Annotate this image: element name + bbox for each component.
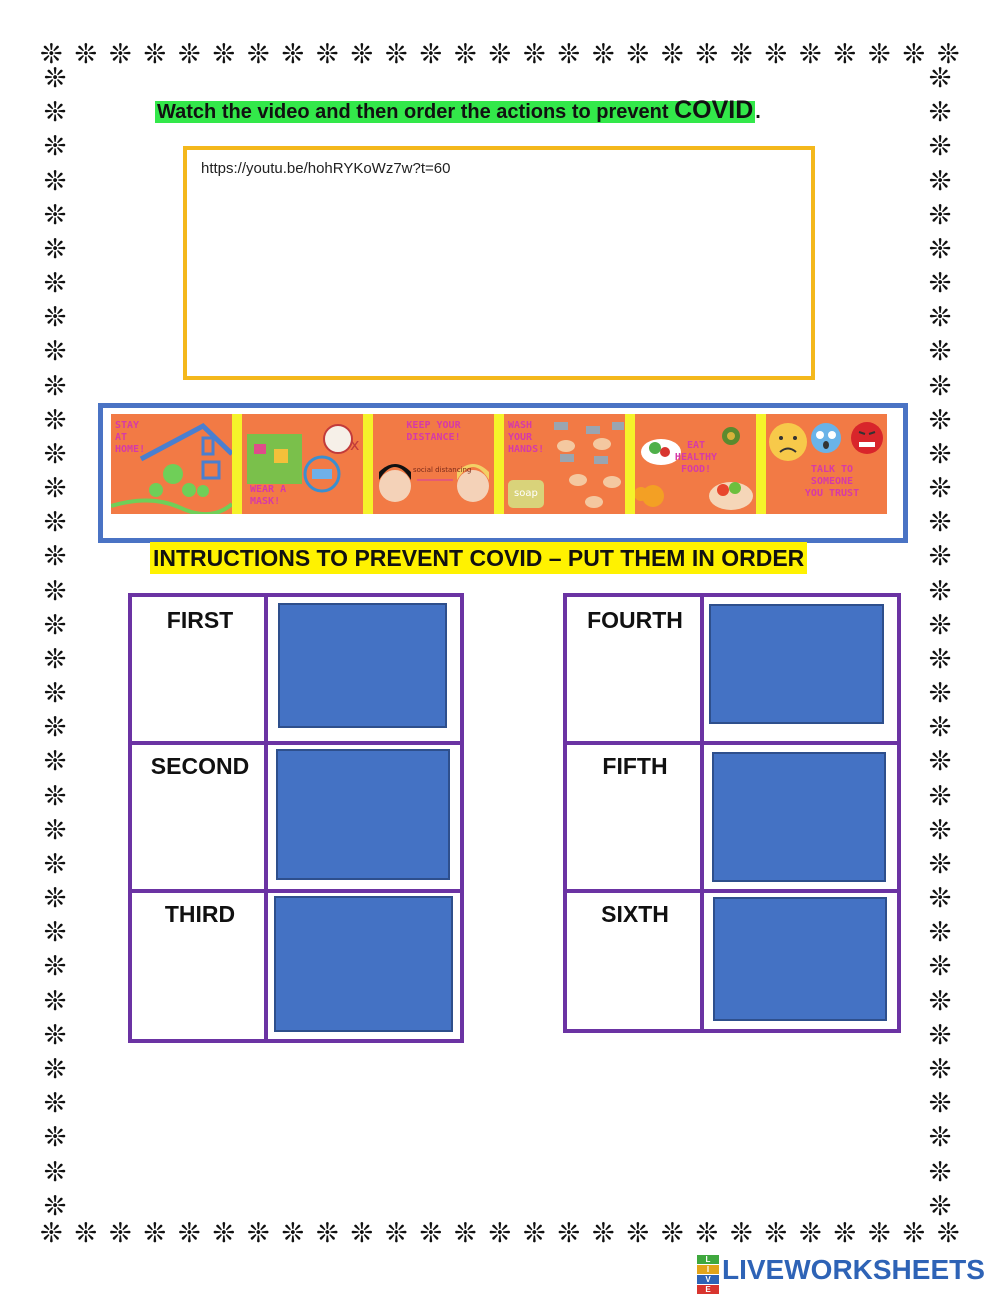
border-ornament-icon: ❊	[109, 1218, 132, 1249]
border-ornament-icon: ❊	[928, 268, 952, 300]
border-ornament-icon: ❊	[928, 199, 952, 231]
order-table-left	[128, 593, 464, 1043]
border-ornament-icon: ❊	[212, 39, 236, 70]
image-label: STAY AT HOME!	[115, 420, 146, 455]
border-ornament-icon: ❊	[419, 39, 443, 70]
border-ornament-icon: ❊	[928, 97, 952, 129]
image-keep-distance[interactable]	[373, 414, 494, 514]
logo-badge-letter: E	[697, 1285, 719, 1294]
border-ornament-icon: ❊	[764, 39, 788, 70]
border-ornament-icon: ❊	[592, 1218, 615, 1249]
border-ornament-icon: ❊	[281, 39, 305, 70]
border-ornament-icon: ❊	[661, 39, 684, 70]
logo-badge	[697, 1255, 719, 1294]
border-ornament-icon: ❊	[74, 39, 98, 70]
border-ornament-icon: ❊	[43, 1088, 67, 1120]
border-ornament-icon: ❊	[43, 507, 67, 539]
border-ornament-icon: ❊	[937, 39, 960, 70]
image-caption: social distancing	[413, 466, 472, 474]
border-ornament-icon: ❊	[74, 1218, 98, 1249]
decorative-border-bottom	[40, 1219, 960, 1249]
border-ornament-icon: ❊	[350, 39, 374, 70]
border-ornament-icon: ❊	[43, 985, 67, 1017]
border-ornament-icon: ❊	[178, 39, 201, 70]
border-ornament-icon: ❊	[928, 336, 952, 368]
border-ornament-icon: ❊	[43, 609, 67, 641]
border-ornament-icon: ❊	[661, 1218, 684, 1249]
image-label: TALK TO SOMEONE YOU TRUST	[804, 464, 860, 499]
border-ornament-icon: ❊	[43, 780, 67, 812]
border-ornament-icon: ❊	[695, 1218, 719, 1249]
border-ornament-icon: ❊	[928, 712, 952, 744]
drop-zone-second[interactable]	[276, 749, 450, 880]
border-ornament-icon: ❊	[695, 39, 719, 70]
border-ornament-icon: ❊	[43, 883, 67, 915]
border-ornament-icon: ❊	[868, 39, 891, 70]
border-ornament-icon: ❊	[43, 643, 67, 675]
border-ornament-icon: ❊	[557, 1218, 581, 1249]
border-ornament-icon: ❊	[350, 1218, 374, 1249]
drop-zone-fifth[interactable]	[712, 752, 886, 882]
image-wash-hands[interactable]	[504, 414, 625, 514]
border-ornament-icon: ❊	[247, 1218, 270, 1249]
border-ornament-icon: ❊	[316, 1218, 339, 1249]
border-ornament-icon: ❊	[928, 370, 952, 402]
drop-zone-first[interactable]	[278, 603, 447, 728]
border-ornament-icon: ❊	[928, 917, 952, 949]
logo-badge-letter: L	[697, 1255, 719, 1264]
border-ornament-icon: ❊	[928, 541, 952, 573]
order-label-fifth: FIFTH	[602, 753, 668, 779]
instructions-heading: INTRUCTIONS TO PREVENT COVID – PUT THEM IN ORDER	[150, 542, 807, 574]
border-ornament-icon: ❊	[40, 39, 63, 70]
border-ornament-icon: ❊	[928, 507, 952, 539]
image-label: KEEP YOUR DISTANCE!	[406, 420, 461, 443]
image-caption: soap	[514, 488, 538, 499]
border-ornament-icon: ❊	[928, 131, 952, 163]
order-label-second: SECOND	[150, 753, 250, 779]
border-ornament-icon: ❊	[928, 609, 952, 641]
border-ornament-icon: ❊	[43, 438, 67, 470]
border-ornament-icon: ❊	[928, 438, 952, 470]
image-stay-home[interactable]	[111, 414, 232, 514]
border-ornament-icon: ❊	[928, 814, 952, 846]
border-ornament-icon: ❊	[43, 575, 67, 607]
action-images-strip	[98, 403, 908, 543]
border-ornament-icon: ❊	[43, 1122, 67, 1154]
border-ornament-icon: ❊	[43, 63, 67, 94]
border-ornament-icon: ❊	[43, 814, 67, 846]
logo-badge-letter: I	[697, 1265, 719, 1274]
order-label-sixth: SIXTH	[601, 901, 669, 927]
border-ornament-icon: ❊	[833, 1218, 857, 1249]
border-ornament-icon: ❊	[928, 404, 952, 436]
border-ornament-icon: ❊	[928, 985, 952, 1017]
order-label-fourth: FOURTH	[587, 607, 683, 633]
border-ornament-icon: ❊	[592, 39, 615, 70]
border-ornament-icon: ❊	[730, 39, 753, 70]
video-url[interactable]: https://youtu.be/hohRYKoWz7w?t=60	[201, 160, 451, 177]
border-ornament-icon: ❊	[523, 1218, 546, 1249]
logo-text: LIVEWORKSHEETS	[722, 1254, 985, 1285]
border-ornament-icon: ❊	[247, 39, 270, 70]
order-table-right	[563, 593, 901, 1033]
border-ornament-icon: ❊	[43, 268, 67, 300]
border-ornament-icon: ❊	[385, 39, 408, 70]
border-ornament-icon: ❊	[143, 39, 167, 70]
distance-icon	[373, 414, 494, 514]
border-ornament-icon: ❊	[43, 848, 67, 880]
border-ornament-icon: ❊	[385, 1218, 408, 1249]
border-ornament-icon: ❊	[43, 678, 67, 710]
border-ornament-icon: ❊	[43, 712, 67, 744]
svg-text:x: x	[350, 435, 360, 454]
border-ornament-icon: ❊	[40, 1218, 63, 1249]
border-ornament-icon: ❊	[928, 63, 952, 94]
border-ornament-icon: ❊	[928, 848, 952, 880]
border-ornament-icon: ❊	[928, 1122, 952, 1154]
drop-zone-sixth[interactable]	[713, 897, 887, 1021]
border-ornament-icon: ❊	[902, 39, 926, 70]
order-label-third: THIRD	[164, 901, 236, 927]
border-ornament-icon: ❊	[928, 165, 952, 197]
border-ornament-icon: ❊	[43, 233, 67, 265]
image-label: WASH YOUR HANDS!	[508, 420, 545, 455]
decorative-border-top	[40, 40, 960, 70]
drop-zone-third[interactable]	[274, 896, 453, 1032]
border-ornament-icon: ❊	[928, 951, 952, 983]
decorative-border-right	[923, 64, 957, 1222]
border-ornament-icon: ❊	[43, 97, 67, 129]
image-label: EAT HEALTHY FOOD!	[674, 440, 718, 475]
border-ornament-icon: ❊	[143, 1218, 167, 1249]
border-ornament-icon: ❊	[454, 39, 477, 70]
image-label: WEAR A MASK!	[250, 484, 287, 507]
border-ornament-icon: ❊	[902, 1218, 926, 1249]
logo-badge-letter: V	[697, 1275, 719, 1284]
border-ornament-icon: ❊	[523, 39, 546, 70]
border-ornament-icon: ❊	[43, 336, 67, 368]
border-ornament-icon: ❊	[626, 1218, 650, 1249]
border-ornament-icon: ❊	[928, 678, 952, 710]
title-period: .	[755, 101, 761, 123]
border-ornament-icon: ❊	[928, 780, 952, 812]
border-ornament-icon: ❊	[868, 1218, 891, 1249]
border-ornament-icon: ❊	[488, 1218, 512, 1249]
border-ornament-icon: ❊	[43, 1019, 67, 1051]
image-eat-healthy[interactable]	[635, 414, 756, 514]
border-ornament-icon: ❊	[730, 1218, 753, 1249]
handwash-icon	[504, 414, 625, 514]
border-ornament-icon: ❊	[928, 643, 952, 675]
border-ornament-icon: ❊	[109, 39, 132, 70]
border-ornament-icon: ❊	[928, 883, 952, 915]
border-ornament-icon: ❊	[43, 404, 67, 436]
worksheet-title	[155, 93, 761, 129]
border-ornament-icon: ❊	[43, 1053, 67, 1085]
border-ornament-icon: ❊	[454, 1218, 477, 1249]
border-ornament-icon: ❊	[928, 575, 952, 607]
border-ornament-icon: ❊	[488, 39, 512, 70]
border-ornament-icon: ❊	[43, 951, 67, 983]
video-frame[interactable]	[183, 146, 815, 380]
border-ornament-icon: ❊	[928, 302, 952, 334]
border-ornament-icon: ❊	[626, 39, 650, 70]
border-ornament-icon: ❊	[928, 473, 952, 505]
border-ornament-icon: ❊	[43, 165, 67, 197]
drop-zone-fourth[interactable]	[709, 604, 884, 724]
border-ornament-icon: ❊	[799, 39, 822, 70]
border-ornament-icon: ❊	[43, 302, 67, 334]
image-talk-someone[interactable]	[766, 414, 887, 514]
house-icon	[111, 414, 232, 514]
border-ornament-icon: ❊	[43, 917, 67, 949]
border-ornament-icon: ❊	[43, 199, 67, 231]
border-ornament-icon: ❊	[419, 1218, 443, 1249]
border-ornament-icon: ❊	[557, 39, 581, 70]
decorative-border-left	[38, 64, 72, 1222]
border-ornament-icon: ❊	[764, 1218, 788, 1249]
border-ornament-icon: ❊	[212, 1218, 236, 1249]
border-ornament-icon: ❊	[43, 131, 67, 163]
border-ornament-icon: ❊	[928, 1156, 952, 1188]
border-ornament-icon: ❊	[928, 1053, 952, 1085]
border-ornament-icon: ❊	[43, 473, 67, 505]
liveworksheets-logo[interactable]	[697, 1253, 985, 1294]
border-ornament-icon: ❊	[43, 541, 67, 573]
title-covid: COVID	[674, 96, 754, 124]
border-ornament-icon: ❊	[43, 1190, 67, 1222]
order-label-first: FIRST	[166, 607, 234, 633]
border-ornament-icon: ❊	[928, 1019, 952, 1051]
image-wear-mask[interactable]	[242, 414, 363, 514]
border-ornament-icon: ❊	[928, 233, 952, 265]
title-text: Watch the video and then order the actions to prevent	[157, 101, 675, 123]
border-ornament-icon: ❊	[281, 1218, 305, 1249]
border-ornament-icon: ❊	[833, 39, 857, 70]
border-ornament-icon: ❊	[928, 1190, 952, 1222]
border-ornament-icon: ❊	[799, 1218, 822, 1249]
border-ornament-icon: ❊	[937, 1218, 960, 1249]
border-ornament-icon: ❊	[316, 39, 339, 70]
border-ornament-icon: ❊	[43, 1156, 67, 1188]
border-ornament-icon: ❊	[43, 746, 67, 778]
border-ornament-icon: ❊	[178, 1218, 201, 1249]
border-ornament-icon: ❊	[928, 1088, 952, 1120]
border-ornament-icon: ❊	[43, 370, 67, 402]
border-ornament-icon: ❊	[928, 746, 952, 778]
